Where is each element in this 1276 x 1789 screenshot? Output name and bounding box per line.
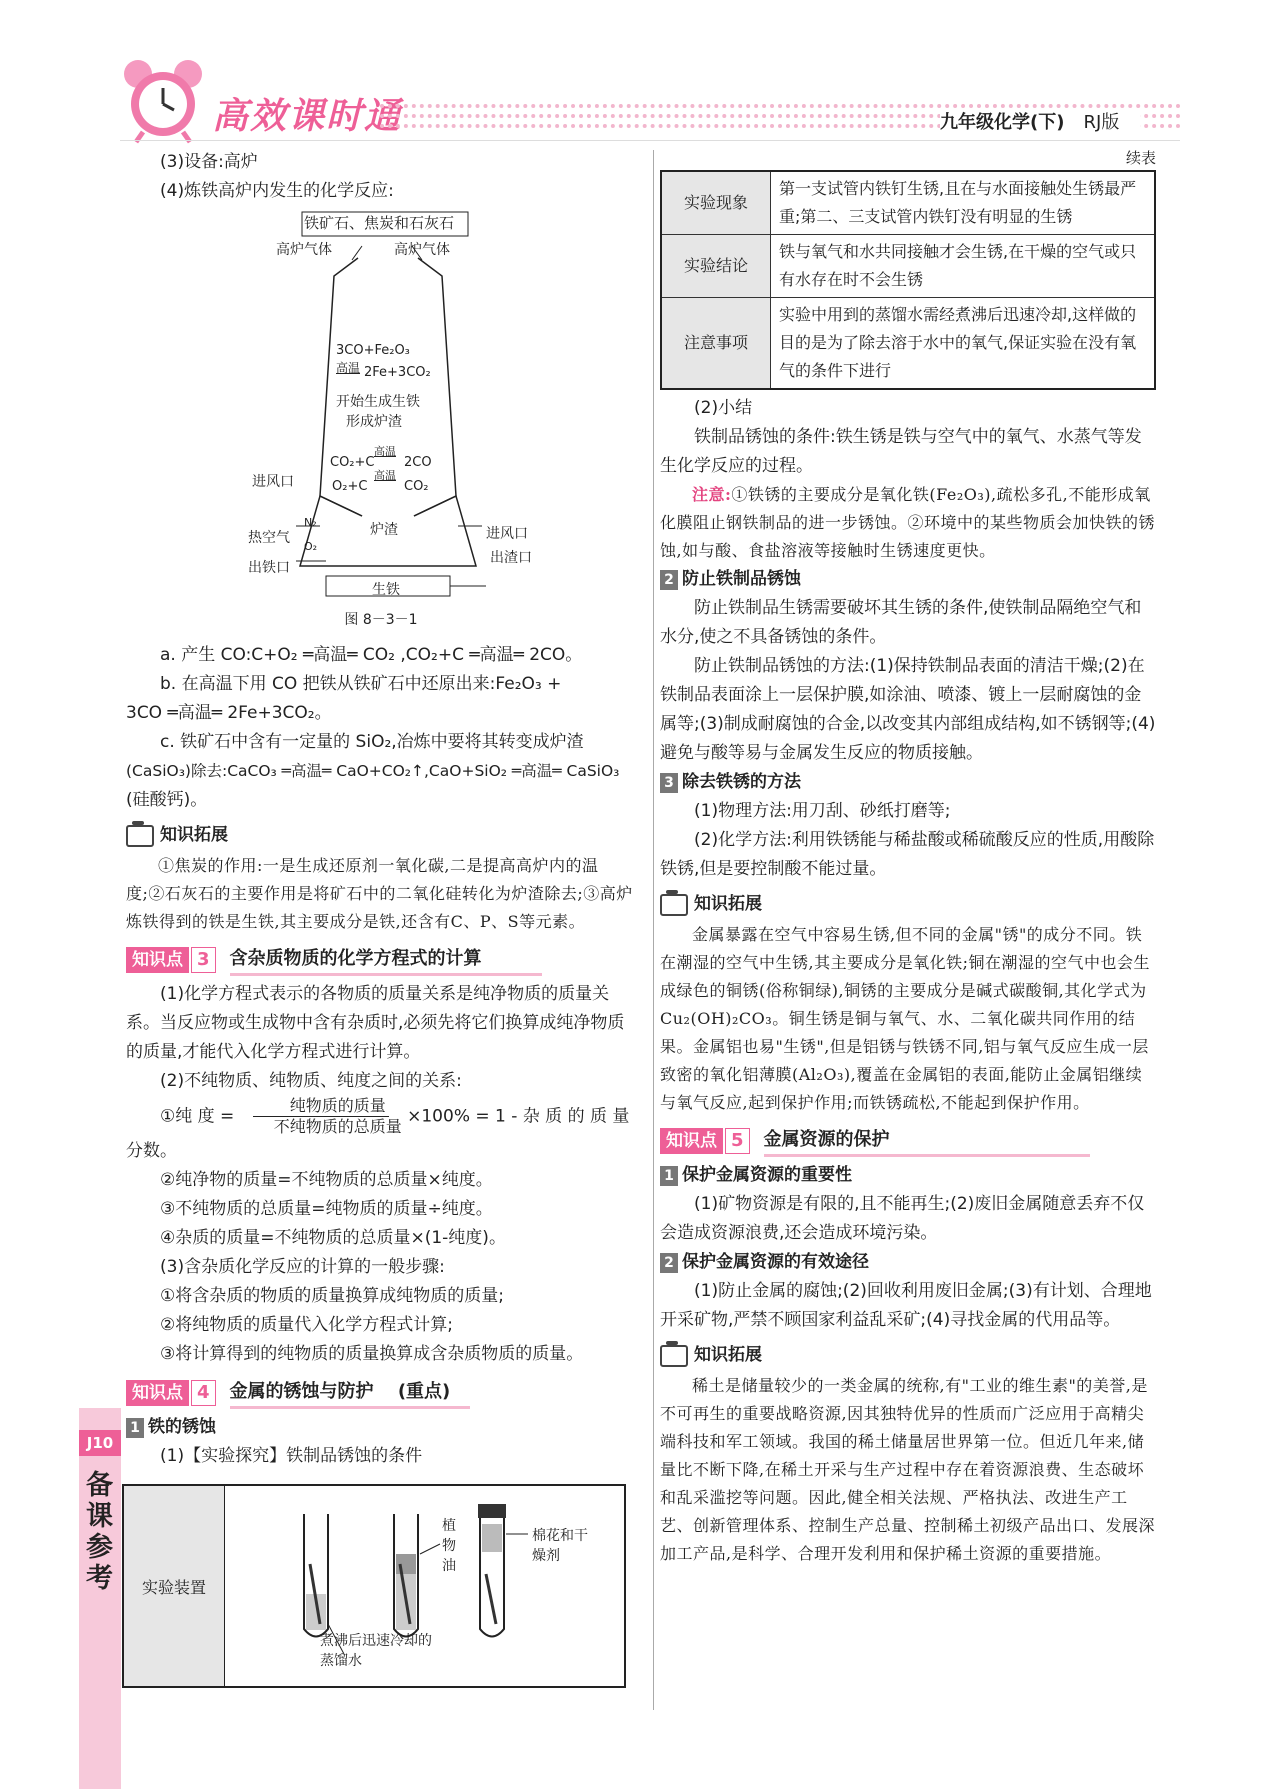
sub-number: 1 bbox=[126, 1418, 144, 1438]
experiment-table bbox=[660, 170, 1156, 390]
fig-eq3: O₂+C bbox=[332, 479, 368, 494]
label-cotton: 棉花和干燥剂 bbox=[532, 1528, 588, 1564]
header-rule bbox=[120, 140, 1180, 141]
fig-n2: N₂ bbox=[304, 516, 317, 529]
note-keyword: 注意: bbox=[692, 485, 732, 504]
knowledge-point-3 bbox=[126, 944, 636, 976]
grade-box bbox=[940, 108, 1140, 138]
kp3-p9: ③将计算得到的纯物质的质量换算成含杂质物质的质量。 bbox=[160, 1344, 584, 1364]
row-header: 注意事项 bbox=[661, 298, 771, 390]
knowledge-ext-header-3 bbox=[660, 1341, 1156, 1370]
experiment-line: (1)【实验探究】铁制品锈蚀的条件 bbox=[160, 1446, 423, 1466]
fig-o2: O₂ bbox=[304, 540, 318, 553]
sub-heading-rust bbox=[126, 1413, 636, 1442]
kp-tag: 知识点 bbox=[126, 1380, 189, 1406]
row-header: 实验结论 bbox=[661, 235, 771, 298]
fig-iron-outlet: 出铁口 bbox=[248, 560, 290, 576]
continued-label: 续表 bbox=[1125, 149, 1156, 167]
ext-body: ①焦炭的作用:一是生成还原剂一氧化碳,二是提高高炉内的温度;②石灰石的主要作用是将矿石中的二氧化硅转化为炉渣除去;③高炉炼铁得到的铁是生铁,其主要成分是铁,还含有C、P、S等元素。 bbox=[126, 856, 633, 931]
kp-tag: 知识点 bbox=[126, 947, 189, 973]
row-header: 实验现象 bbox=[661, 171, 771, 235]
row-value: 实验中用到的蒸馏水需经煮沸后迅速冷却,这样做的目的是为了除去溶于水中的氧气,保证实验在没有氧气的条件下进行 bbox=[771, 298, 1156, 390]
sub-heading-prevent bbox=[660, 565, 1156, 594]
fig-pig-iron: 生铁 bbox=[372, 582, 400, 598]
sub-title: 除去铁锈的方法 bbox=[682, 772, 801, 792]
page-tag: J10 bbox=[79, 1430, 121, 1456]
note-para bbox=[660, 481, 1156, 565]
fig-hot-air: 热空气 bbox=[248, 530, 290, 546]
derust-p2: (2)化学方法:利用铁锈能与稀盐酸或稀硫酸反应的性质,用酸除铁锈,但是要控制酸不能过量。 bbox=[660, 830, 1155, 879]
fig-t1: 开始生成生铁 bbox=[336, 394, 420, 410]
brand-title: 高效课时通 bbox=[212, 96, 403, 137]
sub-title: 铁的锈蚀 bbox=[148, 1417, 216, 1437]
fig-slag-outlet: 出渣口 bbox=[490, 550, 532, 566]
kp3-p2: (2)不纯物质、纯物质、纯度之间的关系: bbox=[160, 1071, 462, 1091]
column-divider bbox=[653, 150, 654, 1710]
equipment-line: (3)设备:高炉 bbox=[160, 152, 258, 172]
formula-numerator: 纯物质的质量 bbox=[253, 1096, 389, 1117]
sub-number: 3 bbox=[660, 773, 678, 793]
kp-title: 金属资源的保护 bbox=[764, 1125, 1090, 1157]
ext-title: 知识拓展 bbox=[694, 1345, 762, 1365]
fig-eq2c: 高温 bbox=[374, 445, 396, 458]
kp3-p5: ④杂质的质量=不纯物质的总质量×(1-纯度)。 bbox=[160, 1228, 506, 1248]
prevent-p2: 防止铁制品锈蚀的方法:(1)保持铁制品表面的清洁干燥;(2)在铁制品表面涂上一层保护膜,如涂油、喷漆、镀上一层耐腐蚀的金属等;(3)制成耐腐蚀的合金,以改变其内部组成结构,如不锈钢等;(4)避免与酸等易与金属发生反应的物质接触。 bbox=[660, 656, 1156, 763]
kp-tag: 知识点 bbox=[660, 1128, 723, 1154]
kp-title: 含杂质物质的化学方程式的计算 bbox=[230, 944, 542, 976]
kp-number: 4 bbox=[191, 1380, 216, 1406]
edition-label: RJ版 bbox=[1083, 112, 1120, 133]
fig-eq2r: 2CO bbox=[404, 455, 432, 470]
derust-p1: (1)物理方法:用刀刮、砂纸打磨等; bbox=[694, 801, 951, 821]
side-label: 备课参考 bbox=[81, 1470, 112, 1594]
fig-eq1b: 高温 bbox=[336, 361, 361, 375]
fig-eq3c: 高温 bbox=[374, 469, 396, 482]
kp3-p4: ③不纯物质的总质量=纯物质的质量÷纯度。 bbox=[160, 1199, 493, 1219]
right-column bbox=[660, 146, 1156, 1568]
kp-number: 5 bbox=[725, 1128, 750, 1154]
teacup-icon bbox=[660, 1345, 688, 1367]
table-row bbox=[661, 171, 1155, 235]
fig-eq3r: CO₂ bbox=[404, 479, 429, 494]
reaction-b2: 3CO ═高温═ 2Fe+3CO₂。 bbox=[126, 703, 332, 723]
purity-formula bbox=[126, 1096, 636, 1137]
summary-heading: (2)小结 bbox=[694, 398, 753, 418]
kp3-p6: (3)含杂质化学反应的计算的一般步骤: bbox=[160, 1257, 445, 1277]
teacup-icon bbox=[660, 894, 688, 916]
knowledge-ext-header-2 bbox=[660, 890, 1156, 919]
ext-title: 知识拓展 bbox=[160, 825, 228, 845]
table-row bbox=[661, 235, 1155, 298]
left-column bbox=[126, 148, 636, 1471]
reaction-c2: (CaSiO₃)除去:CaCO₃ ═高温═ CaO+CO₂↑,CaO+SiO₂ ═高温═ CaSiO₃ bbox=[126, 762, 620, 780]
sub-number: 2 bbox=[660, 570, 678, 590]
formula-denominator: 不纯物质的总质量 bbox=[273, 1117, 402, 1136]
sub-heading-ways bbox=[660, 1248, 1156, 1277]
kp3-p7: ①将含杂质的物质的质量换算成纯物质的质量; bbox=[160, 1286, 504, 1306]
fig-t2: 形成炉渣 bbox=[346, 414, 402, 430]
kp-note: (重点) bbox=[397, 1381, 451, 1402]
label-water: 煮沸后迅速冷却的蒸馏水 bbox=[320, 1633, 432, 1669]
kp3-p3: ②纯净物的质量=不纯物质的总质量×纯度。 bbox=[160, 1170, 493, 1190]
ways-text: (1)防止金属的腐蚀;(2)回收利用废旧金属;(3)有计划、合理地开采矿物,严禁不顾国家利益乱采矿;(4)寻找金属的代用品等。 bbox=[660, 1281, 1152, 1330]
row-value: 铁与氧气和水共同接触才会生锈,在干燥的空气或只有水存在时不会生锈 bbox=[771, 235, 1156, 298]
knowledge-ext-header-1 bbox=[126, 821, 636, 850]
sub-title: 保护金属资源的重要性 bbox=[682, 1165, 852, 1185]
fig-eq2: CO₂+C bbox=[330, 455, 375, 470]
knowledge-point-4 bbox=[126, 1377, 636, 1409]
reaction-a: a. 产生 CO:C+O₂ ═高温═ CO₂ ,CO₂+C ═高温═ 2CO。 bbox=[160, 645, 583, 665]
apparatus-label-cell bbox=[124, 1486, 225, 1686]
fig-eq1a: 3CO+Fe₂O₃ bbox=[336, 343, 410, 358]
importance-text: (1)矿物资源是有限的,且不能再生;(2)废旧金属随意丢弃不仅会造成资源浪费,还会造成环境污染。 bbox=[660, 1194, 1145, 1243]
fig-gas-left: 高炉气体 bbox=[276, 242, 332, 258]
kp-title: 金属的锈蚀与防护 bbox=[229, 1381, 374, 1402]
fig-eq1c: 2Fe+3CO₂ bbox=[364, 365, 431, 380]
apparatus-label: 实验装置 bbox=[141, 1577, 206, 1597]
note-text: ①铁锈的主要成分是氧化铁(Fe₂O₃),疏松多孔,不能形成氧化膜阻止钢铁制品的进一步锈蚀。②环境中的某些物质会加快铁的锈蚀,如与酸、食盐溶液等接触时生锈速度更快。 bbox=[660, 485, 1156, 560]
reaction-c1: c. 铁矿石中含有一定量的 SiO₂,冶炼中要将其转变成炉渣 bbox=[160, 732, 584, 752]
knowledge-point-5 bbox=[660, 1125, 1156, 1157]
side-band bbox=[79, 1408, 121, 1789]
label-oil: 植物油 bbox=[442, 1518, 456, 1574]
sub-heading-derust bbox=[660, 768, 1156, 797]
fig-slag: 炉渣 bbox=[370, 522, 398, 538]
sub-number: 2 bbox=[660, 1253, 678, 1273]
summary-text: 铁制品锈蚀的条件:铁生锈是铁与空气中的氧气、水蒸气等发生化学反应的过程。 bbox=[660, 427, 1142, 476]
ext-title: 知识拓展 bbox=[694, 894, 762, 914]
sub-title: 保护金属资源的有效途径 bbox=[682, 1252, 869, 1272]
reaction-c3: (硅酸钙)。 bbox=[126, 790, 208, 810]
formula-pre: ①纯 度 = bbox=[160, 1106, 235, 1127]
ext-body-rare-earth: 稀土是储量较少的一类金属的统称,有"工业的维生素"的美誉,是不可再生的重要战略资源,因其独特优异的性质而广泛应用于高精尖端科技和军工领域。我国的稀土储量居世界第一位。但近几年来,储量比不断下降,在稀土开采与生产过程中存在着资源浪费、生态破坏和乱采滥挖等问题。因此,健全相关法规、严格执法、改进生产工艺、创新管理体系、控制生产总量、控制稀土初级产品出口、发展深加工产品,是科学、合理开发利用和保护稀土资源的重要措施。 bbox=[660, 1376, 1156, 1563]
formula-end: 分数。 bbox=[126, 1141, 177, 1161]
row-value: 第一支试管内铁钉生锈,且在与水面接触处生锈最严重;第二、三支试管内铁钉没有明显的生锈 bbox=[771, 171, 1156, 235]
reaction-b1: b. 在高温下用 CO 把铁从铁矿石中还原出来:Fe₂O₃ + bbox=[160, 674, 562, 694]
kp3-p8: ②将纯物质的质量代入化学方程式计算; bbox=[160, 1315, 453, 1335]
reaction-intro: (4)炼铁高炉内发生的化学反应: bbox=[160, 181, 394, 201]
sub-heading-importance bbox=[660, 1161, 1156, 1190]
kp-number: 3 bbox=[191, 947, 216, 973]
fig-inlet-right: 进风口 bbox=[486, 526, 528, 542]
kp3-p1: (1)化学方程式表示的各物质的质量关系是纯净物质的质量关系。当反应物或生成物中含有杂质时,必须先将它们换算成纯净物质的质量,才能代入化学方程式进行计算。 bbox=[126, 984, 625, 1062]
table-row bbox=[661, 298, 1155, 390]
figure-caption: 图 8－3－1 bbox=[344, 612, 418, 628]
fig-inlet-left: 进风口 bbox=[252, 474, 294, 490]
teacup-icon bbox=[126, 825, 154, 847]
sub-title: 防止铁制品锈蚀 bbox=[682, 569, 801, 589]
grade-label: 九年级化学(下) bbox=[940, 112, 1065, 133]
logo-clock-icon bbox=[118, 52, 210, 144]
prevent-p1: 防止铁制品生锈需要破坏其生锈的条件,使铁制品隔绝空气和水分,使之不具备锈蚀的条件。 bbox=[660, 598, 1142, 647]
fig-top: 铁矿石、焦炭和石灰石 bbox=[304, 214, 455, 232]
ext-body-rust: 金属暴露在空气中容易生锈,但不同的金属"锈"的成分不同。铁在潮湿的空气中生锈,其主要成分是氧化铁;铜在潮湿的空气中也会生成绿色的铜锈(俗称铜绿),铜锈的主要成分是碱式碳酸铜,其化学式为 Cu₂(OH)₂CO₃。铜生锈是铜与氧气、水、二氧化碳共同作用的结果。金属铝也易"生锈",但是铝锈与铁锈不同,铝与氧气反应生成一层致密的氧化铝薄膜(Al₂O₃),覆盖在金属铝的表面,能防止金属铝继续与氧气反应,起到保护作用;而铁锈疏松,不能起到保护作用。 bbox=[660, 925, 1150, 1112]
formula-post: ×100% = 1 - 杂 质 的 质 量 bbox=[407, 1106, 630, 1127]
formula-fraction bbox=[240, 1096, 402, 1137]
blast-furnace-figure bbox=[126, 206, 636, 606]
apparatus-table bbox=[122, 1484, 626, 1688]
sub-number: 1 bbox=[660, 1166, 678, 1186]
kp-title-wrap bbox=[230, 1377, 471, 1409]
fig-gas-right: 高炉气体 bbox=[394, 242, 450, 258]
